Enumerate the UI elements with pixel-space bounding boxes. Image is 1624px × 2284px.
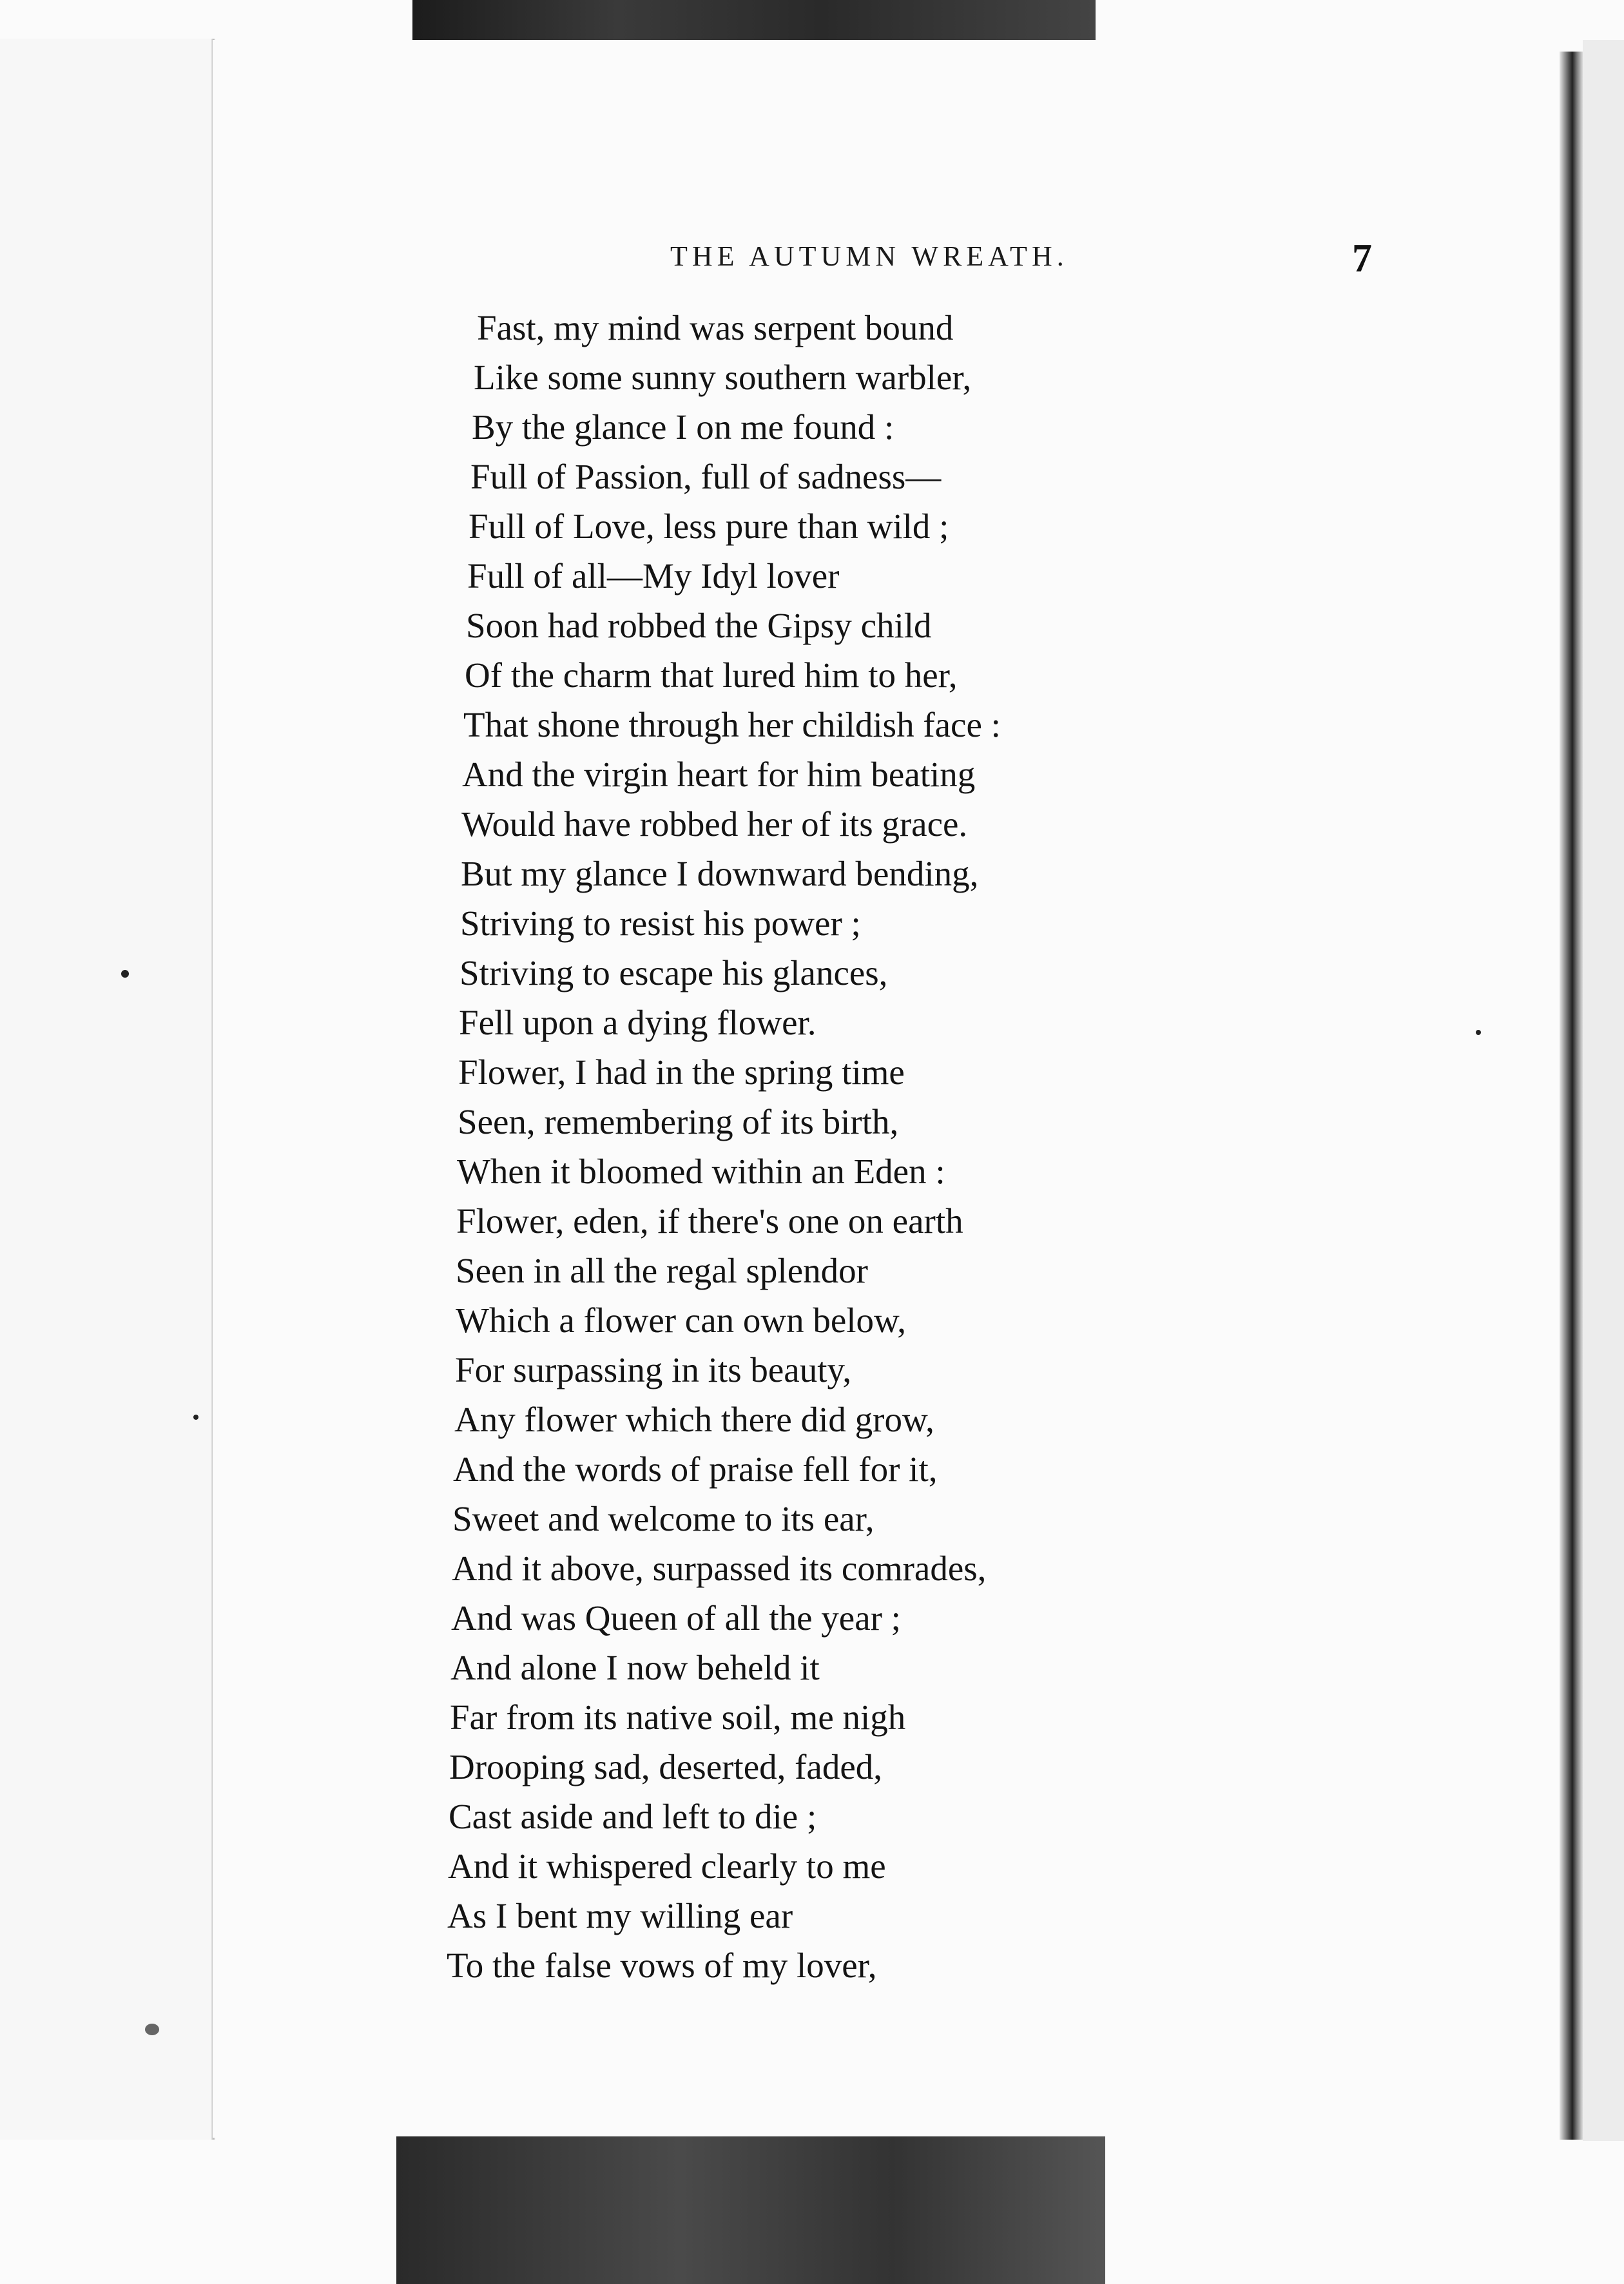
poem-line: And alone I now beheld it: [450, 1648, 820, 1687]
poem-line: By the glance I on me found :: [472, 407, 894, 447]
ink-speck: [193, 1415, 198, 1420]
poem-line: But my glance I downward bending,: [461, 854, 979, 893]
page-edge-shadow: [1560, 52, 1583, 2140]
poem-line: As I bent my willing ear: [447, 1896, 793, 1935]
poem-line: And it above, surpassed its comrades,: [452, 1549, 987, 1588]
poem-line: Seen in all the regal splendor: [456, 1251, 868, 1290]
poem-line: Full of Passion, full of sadness—: [470, 457, 942, 496]
poem-line: Drooping sad, deserted, faded,: [449, 1747, 883, 1786]
poem-line: Full of Love, less pure than wild ;: [469, 507, 949, 546]
poem-line: Like some sunny southern warbler,: [474, 358, 972, 397]
poem-text: [447, 303, 1357, 1990]
poem-line: That shone through her childish face :: [463, 705, 1001, 744]
poem-line: Fell upon a dying flower.: [459, 1003, 817, 1042]
poem-line: Fast, my mind was serpent bound: [477, 308, 954, 347]
poem-line: And was Queen of all the year ;: [451, 1598, 901, 1638]
poem-line: Cast aside and left to die ;: [449, 1797, 817, 1836]
poem-line: And the words of praise fell for it,: [453, 1449, 938, 1489]
ink-speck: [145, 2024, 159, 2035]
scan-margin-right: [1583, 40, 1624, 2141]
poem-line: Which a flower can own below,: [456, 1301, 906, 1340]
poem-line: Striving to escape his glances,: [459, 953, 888, 992]
poem-line: And the virgin heart for him beating: [462, 755, 976, 794]
poem-line: And it whispered clearly to me: [448, 1846, 886, 1886]
poem-line: Seen, remembering of its birth,: [458, 1102, 899, 1141]
poem-line: Far from its native soil, me nigh: [450, 1698, 906, 1737]
poem-line: For surpassing in its beauty,: [455, 1350, 852, 1389]
poem-line: To the false vows of my lover,: [447, 1946, 877, 1985]
left-facing-page: [0, 39, 215, 2140]
poem-line: Sweet and welcome to its ear,: [452, 1499, 875, 1538]
scan-border-bottom: [396, 2136, 1105, 2284]
poem-line: Flower, I had in the spring time: [458, 1052, 905, 1092]
ink-speck: [1476, 1030, 1481, 1035]
ink-speck: [121, 970, 129, 978]
poem-line: Any flower which there did grow,: [454, 1400, 934, 1439]
poem-line: Striving to resist his power ;: [460, 904, 861, 943]
poem-line: Full of all—My Idyl lover: [467, 556, 840, 595]
running-head: THE AUTUMN WREATH.: [670, 240, 1068, 272]
scan-border-top: [412, 0, 1096, 40]
poem-line: When it bloomed within an Eden :: [457, 1152, 945, 1191]
poem-line: Would have robbed her of its grace.: [461, 804, 968, 844]
poem-line: Soon had robbed the Gipsy child: [466, 606, 932, 645]
page-number: 7: [1352, 237, 1372, 280]
poem-line: Of the charm that lured him to her,: [465, 655, 958, 695]
poem-line: Flower, eden, if there's one on earth: [456, 1201, 963, 1241]
